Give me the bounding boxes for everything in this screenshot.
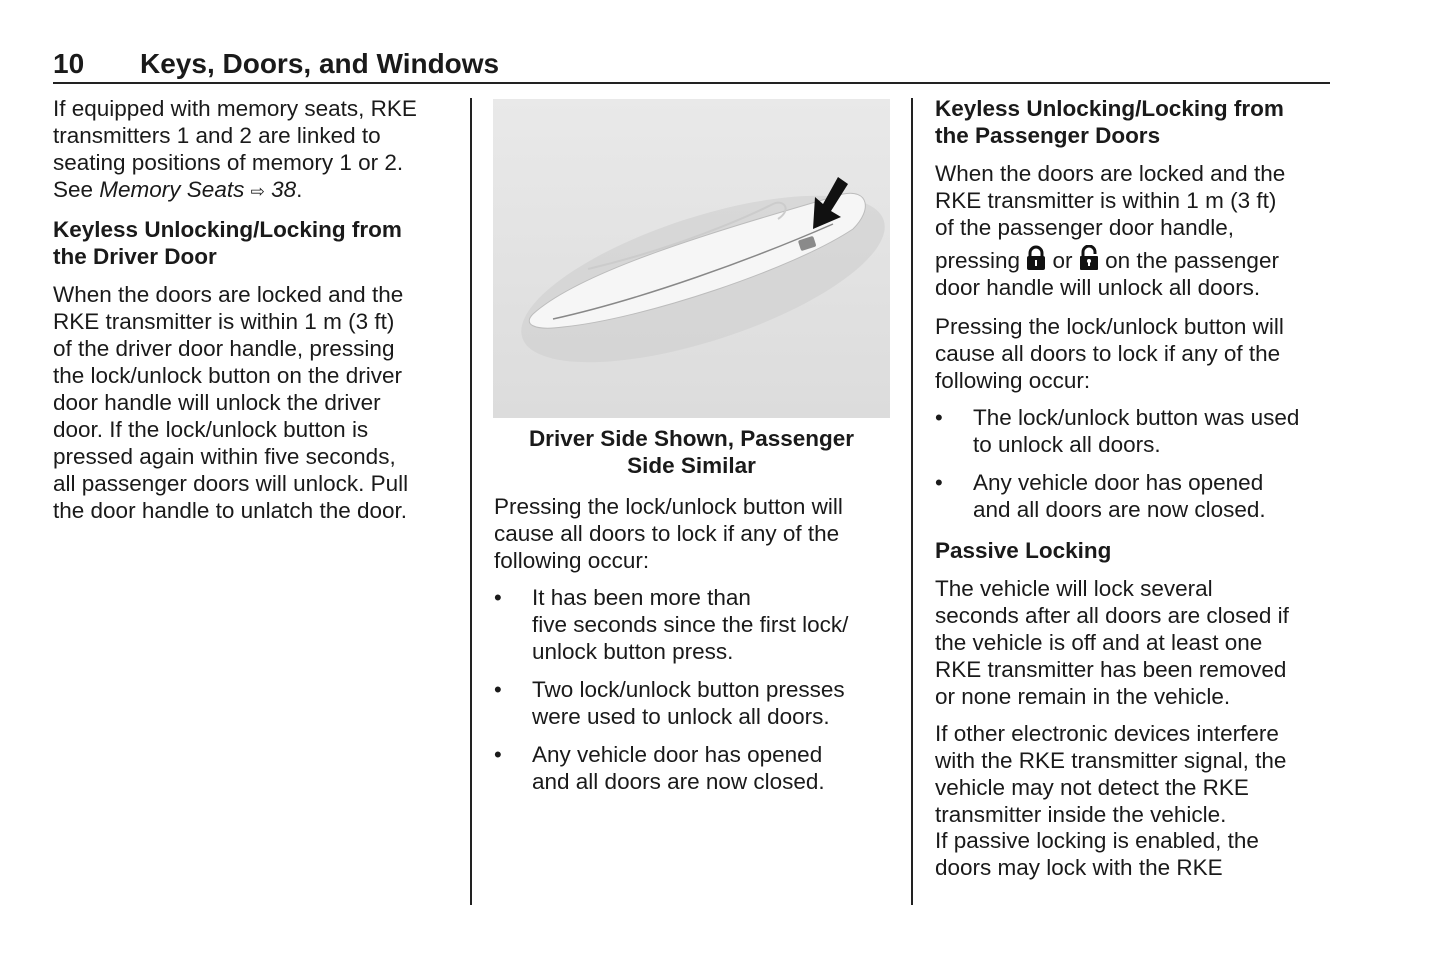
header-rule <box>53 82 1330 84</box>
passenger-door-paragraph-end: door handle will unlock all doors. <box>935 275 1261 300</box>
column-divider <box>911 98 913 905</box>
lock-icon <box>1026 245 1046 271</box>
text: or <box>1046 248 1079 273</box>
section-heading-driver-door: Keyless Unlocking/Locking from the Driver Door <box>53 217 402 269</box>
text: on the passenger <box>1098 248 1279 273</box>
bullet-icon: • <box>494 585 502 610</box>
lock-conditions-paragraph: Pressing the lock/unlock button will cause all doors to lock if any of the following occur: <box>494 494 843 573</box>
page-number: 10 <box>53 48 85 79</box>
passenger-door-paragraph-icons <box>935 245 1335 274</box>
interference-paragraph: If other electronic devices interfere with the RKE transmitter signal, the vehicle may not detect the RKE transmitter inside the vehicle. <box>935 721 1287 827</box>
lock-conditions-paragraph: Pressing the lock/unlock button will cause all doors to lock if any of the following occur: <box>935 314 1284 393</box>
bullet-icon: • <box>494 677 502 702</box>
bullet-icon: • <box>935 470 943 495</box>
list-item: Two lock/unlock button presses were used to unlock all doors. <box>532 677 845 729</box>
passenger-door-paragraph: When the doors are locked and the RKE transmitter is within 1 m (3 ft) of the passenger door handle, <box>935 161 1286 240</box>
list-item: Any vehicle door has opened and all doors are now closed. <box>532 742 825 794</box>
period: . <box>296 177 303 202</box>
bullet-icon: • <box>935 405 943 430</box>
list-item: Any vehicle door has opened and all doors are now closed. <box>973 470 1266 522</box>
list-item: The lock/unlock button was used to unlock all doors. <box>973 405 1300 457</box>
paragraph-text: If equipped with memory seats, RKE transmitters 1 and 2 are linked to seating positions of memory 1 or 2. <box>53 96 417 175</box>
page-reference[interactable]: 38 <box>264 177 297 202</box>
door-handle-illustration <box>493 99 890 418</box>
passive-locking-enabled-paragraph: If passive locking is enabled, the doors may lock with the RKE <box>935 828 1259 880</box>
text: pressing <box>935 248 1027 273</box>
driver-door-paragraph: When the doors are locked and the RKE transmitter is within 1 m (3 ft) of the driver door handle, pressing the lock/unlock button on the driver door handle will unlock the driver door. If the lock/unlock button is pressed again within five seconds, all passenger doors will unlock. Pull the door handle to unlatch the door. <box>53 282 409 523</box>
see-text: See <box>53 177 100 202</box>
figure-caption: Driver Side Shown, Passenger Side Similar <box>528 426 855 478</box>
memory-seats-paragraph <box>53 95 463 205</box>
section-heading-passenger-doors: Keyless Unlocking/Locking from the Passenger Doors <box>935 96 1284 148</box>
unlock-icon <box>1079 245 1099 271</box>
section-heading-passive-locking: Passive Locking <box>935 538 1112 563</box>
list-item: It has been more than five seconds since the first lock/ unlock button press. <box>532 585 849 664</box>
passive-locking-paragraph: The vehicle will lock several seconds after all doors are closed if the vehicle is off and at least one RKE transmitter has been removed or none remain in the vehicle. <box>935 576 1289 709</box>
memory-seats-link[interactable]: Memory Seats <box>99 177 245 202</box>
page-title: Keys, Doors, and Windows <box>140 48 500 79</box>
column-divider <box>470 98 472 905</box>
bullet-icon: • <box>494 742 502 767</box>
page-reference-arrow-icon: ⇨ <box>250 182 265 201</box>
